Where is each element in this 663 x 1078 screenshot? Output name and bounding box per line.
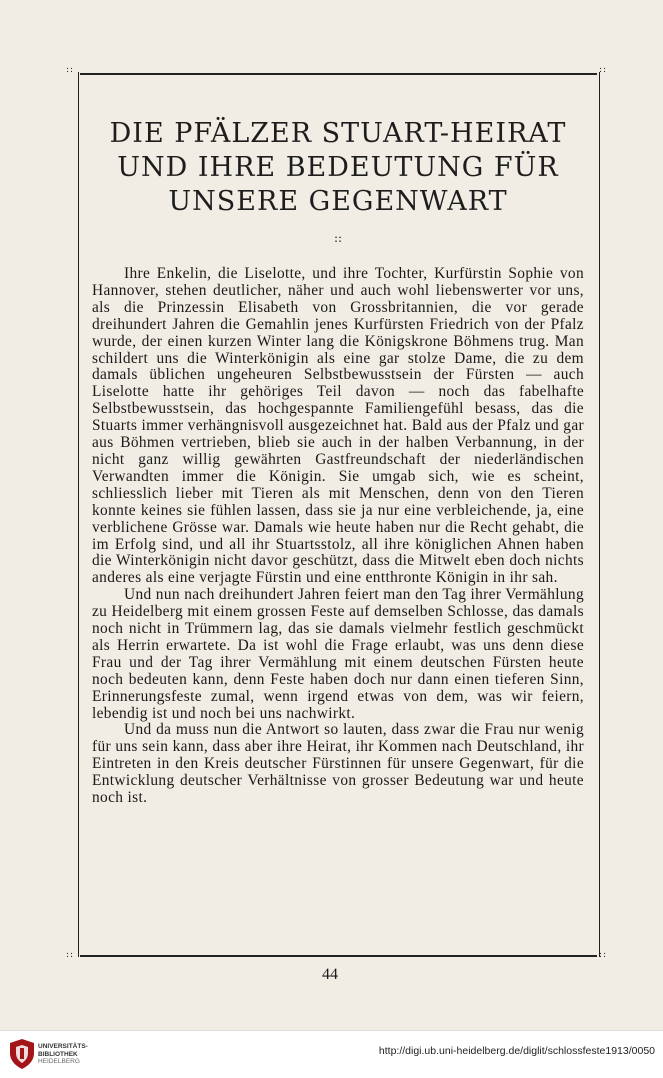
body-text [92, 266, 584, 807]
corner-ornament-br: :: [599, 950, 608, 960]
paragraph-3: Und da muss nun die Antwort so lauten, dass zwar die Frau nur wenig für uns sein kann, dass aber ihre Heirat, ihr Kommen nach Deutschland, ihr Eintreten in den Kreis deutscher Fürstinnen für unsere Gegenwart, für die Entwicklung deutscher Verhältnisse von grosser Bedeutung war und heute noch ist. [92, 721, 584, 807]
corner-ornament-tl: :: [66, 65, 75, 75]
university-library-logo-icon [8, 1039, 36, 1069]
title-line-2: UND IHRE BEDEUTUNG FÜR [117, 152, 559, 183]
title-ornament: :: [333, 231, 343, 245]
page-number: 44 [322, 966, 338, 983]
title-line-1: DIE PFÄLZER STUART-HEIRAT [109, 118, 567, 149]
title-line-3: UNSERE GEGENWART [168, 186, 508, 217]
source-url-link[interactable]: http://digi.ub.uni-heidelberg.de/diglit/schlossfeste1913/0050 [378, 1045, 655, 1057]
chapter-title [88, 117, 588, 219]
paragraph-2: Und nun nach dreihundert Jahren feiert man den Tag ihrer Vermählung zu Heidelberg mit einem grossen Feste auf demselben Schlosse, das damals noch nicht in Trümmern lag, das sie damals vielmehr festlich geschmückt als Herrin erwartete. Da ist wohl die Frage erlaubt, was uns denn diese Frau und der Tag ihrer Vermählung mit einem deutschen Fürsten heute noch bedeuten kann, denn Feste haben doch nur dann einen tieferen Sinn, Erinnerungsfeste zumal, wenn irgend etwas von dem, was wir feiern, lebendig ist und noch bei uns nachwirkt. [92, 586, 584, 722]
library-name: UNIVERSITÄTS- BIBLIOTHEK HEIDELBERG [38, 1043, 88, 1065]
corner-ornament-bl: :: [66, 950, 75, 960]
footer-bar [0, 1030, 663, 1078]
corner-ornament-tr: :: [599, 65, 608, 75]
paragraph-1: Ihre Enkelin, die Liselotte, und ihre Tochter, Kurfürstin Sophie von Hannover, stehen deutlicher, näher und auch wohl liebenswerter vor uns, als die Prinzessin Elisabeth von Grossbritannien, die vor gerade dreihundert Jahren die Gemahlin jenes Kurfürsten Friedrich von der Pfalz wurde, der einen kurzen Winter lang die Königskrone Böhmens trug. Man schildert uns die Winterkönigin als eine gar stolze Dame, die zu dem damals üblichen ungeheuren Selbstbewusstsein der Fürsten — auch Liselotte hatte ihr gehöriges Teil davon — noch das fabelhafte Selbstbewusstsein, das hochgespannte Familiengefühl besass, das die Stuarts immer verhängnisvoll ausgezeichnet hat. Bald aus der Pfalz und gar aus Böhmen vertrieben, blieb sie auch in der halben Verbannung, in der nicht ganz willig gewährten Gastfreundschaft der niederländischen Verwandten immer die Königin. Sie umgab sich, wie es scheint, schliesslich lieber mit Tieren als mit Menschen, denn von den Tieren konnte keines sie fühlen lassen, dass sie ja nur eine verbleichende, ja, eine verblichene Grösse war. Damals wie heute haben nur die Recht gehabt, die im Erfolg sind, und all ihr Stuartsstolz, all ihre königlichen Ahnen haben die Winterkönigin nicht davor geschützt, dass die Mitwelt eben doch nichts anderes als eine verjagte Fürstin und eine entthronte Königin in ihr sah. [92, 265, 584, 587]
